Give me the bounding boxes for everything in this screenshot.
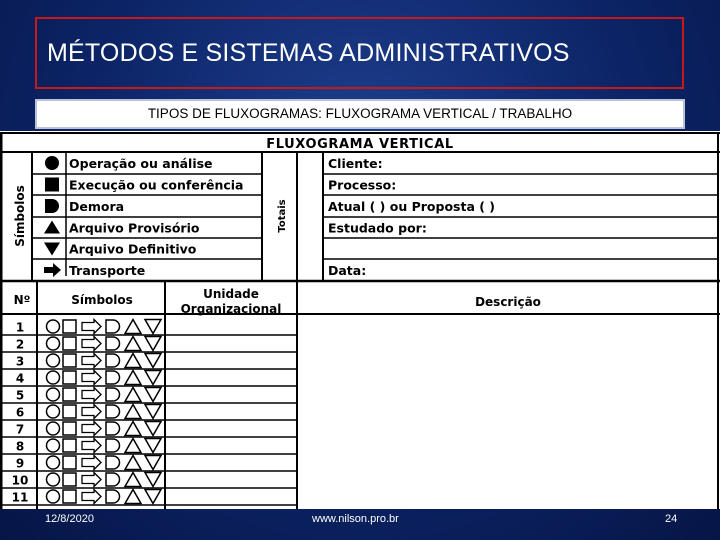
legend-label: Execução ou conferência: [69, 177, 244, 193]
triangle-up-outline-icon: [125, 422, 141, 436]
square-outline-icon: [63, 456, 76, 469]
row-number: 2: [15, 337, 25, 352]
d-outline-icon: [106, 439, 120, 452]
triangle-up-outline-icon: [125, 439, 141, 453]
triangle-up-outline-icon: [125, 456, 141, 470]
arrow-outline-icon: [82, 371, 101, 385]
triangle-down-outline-icon: [145, 405, 161, 419]
table-header-simbolos: Símbolos: [71, 293, 133, 307]
totais-vertical-label: Totais: [277, 199, 288, 233]
fluxograma-form: [0, 131, 720, 509]
d-outline-icon: [106, 456, 120, 469]
square-outline-icon: [63, 371, 76, 384]
row-number: 10: [11, 473, 29, 488]
d-outline-icon: [106, 490, 120, 503]
arrow-outline-icon: [82, 320, 101, 334]
circle-outline-icon: [47, 473, 60, 486]
footer-page-number: 24: [665, 513, 678, 525]
table-header-unidade: Unidade: [203, 287, 259, 301]
triangle-down-outline-icon: [145, 320, 161, 334]
triangle-down-outline-icon: [145, 439, 161, 453]
row-number: 1: [15, 320, 25, 335]
d-outline-icon: [106, 337, 120, 350]
triangle-down-outline-icon: [145, 490, 161, 504]
d-outline-icon: [106, 388, 120, 401]
d-outline-icon: [106, 473, 120, 486]
triangle-up-outline-icon: [125, 490, 141, 504]
arrow-outline-icon: [82, 388, 101, 402]
circle-outline-icon: [47, 490, 60, 503]
square-outline-icon: [63, 405, 76, 418]
legend-label: Demora: [69, 199, 125, 214]
triangle-up-outline-icon: [125, 473, 141, 487]
info-label: Processo:: [328, 177, 397, 193]
info-label: Atual ( ) ou Proposta ( ): [328, 199, 496, 214]
triangle-down-outline-icon: [145, 422, 161, 436]
triangle-up-outline-icon: [125, 371, 141, 385]
triangle-down-outline-icon: [145, 473, 161, 487]
form-drawing: [0, 131, 720, 509]
square-icon: [45, 178, 59, 192]
row-number: 3: [15, 354, 25, 369]
circle-outline-icon: [47, 320, 60, 333]
slide-subtitle: TIPOS DE FLUXOGRAMAS: FLUXOGRAMA VERTICAL / TRABALHO: [147, 106, 573, 121]
square-outline-icon: [63, 439, 76, 452]
d-outline-icon: [106, 320, 120, 333]
circle-outline-icon: [47, 405, 60, 418]
arrow-outline-icon: [82, 337, 101, 351]
circle-outline-icon: [47, 388, 60, 401]
form-heading: FLUXOGRAMA VERTICAL: [266, 137, 454, 152]
slide-title: MÉTODOS E SISTEMAS ADMINISTRATIVOS: [47, 39, 570, 67]
info-label: Estudado por:: [328, 220, 427, 236]
triangle-down-outline-icon: [145, 337, 161, 351]
info-label: Data:: [328, 263, 367, 278]
arrow-outline-icon: [82, 422, 101, 436]
square-outline-icon: [63, 388, 76, 401]
row-number: 7: [15, 422, 25, 437]
square-outline-icon: [63, 354, 76, 367]
circle-outline-icon: [47, 371, 60, 384]
arrow-outline-icon: [82, 490, 101, 504]
simbolos-vertical-label: Símbolos: [13, 185, 27, 247]
d-outline-icon: [106, 422, 120, 435]
title-box: [35, 17, 684, 89]
row-number: 5: [15, 388, 25, 403]
row-number: 6: [15, 405, 25, 420]
triangle-down-outline-icon: [145, 456, 161, 470]
square-outline-icon: [63, 422, 76, 435]
square-outline-icon: [63, 490, 76, 503]
square-outline-icon: [63, 337, 76, 350]
arrow-outline-icon: [82, 456, 101, 470]
triangle-down-icon: [44, 243, 60, 256]
table-header-descricao: Descrição: [475, 295, 541, 309]
triangle-up-outline-icon: [125, 354, 141, 368]
legend-label: Operação ou análise: [69, 156, 213, 171]
triangle-up-outline-icon: [125, 320, 141, 334]
subtitle-box: [35, 99, 685, 129]
legend-label: Arquivo Definitivo: [69, 241, 197, 257]
triangle-up-outline-icon: [125, 388, 141, 402]
table-header-num: Nº: [13, 293, 31, 307]
footer-date: 12/8/2020: [45, 513, 94, 525]
legend-label: Arquivo Provisório: [69, 220, 200, 236]
d-outline-icon: [106, 371, 120, 384]
d-outline-icon: [106, 405, 120, 418]
arrow-outline-icon: [82, 405, 101, 419]
arrow-right-icon: [44, 263, 61, 277]
info-label: Cliente:: [328, 156, 383, 171]
circle-icon: [45, 156, 59, 170]
row-number: 9: [15, 456, 25, 471]
triangle-up-outline-icon: [125, 405, 141, 419]
circle-outline-icon: [47, 337, 60, 350]
d-shape-icon: [45, 199, 59, 213]
d-outline-icon: [106, 354, 120, 367]
circle-outline-icon: [47, 422, 60, 435]
arrow-outline-icon: [82, 354, 101, 368]
triangle-down-outline-icon: [145, 371, 161, 385]
triangle-down-outline-icon: [145, 388, 161, 402]
table-header-organizacional: Organizacional: [180, 302, 282, 316]
triangle-down-outline-icon: [145, 354, 161, 368]
row-number: 4: [15, 371, 25, 386]
row-number: 8: [15, 439, 25, 454]
circle-outline-icon: [47, 439, 60, 452]
triangle-up-outline-icon: [125, 337, 141, 351]
arrow-outline-icon: [82, 473, 101, 487]
circle-outline-icon: [47, 354, 60, 367]
row-number: 11: [11, 490, 29, 505]
square-outline-icon: [63, 473, 76, 486]
legend-label: Transporte: [69, 263, 146, 278]
square-outline-icon: [63, 320, 76, 333]
circle-outline-icon: [47, 456, 60, 469]
footer-site: www.nilson.pro.br: [312, 513, 399, 525]
triangle-up-icon: [44, 221, 60, 234]
arrow-outline-icon: [82, 439, 101, 453]
